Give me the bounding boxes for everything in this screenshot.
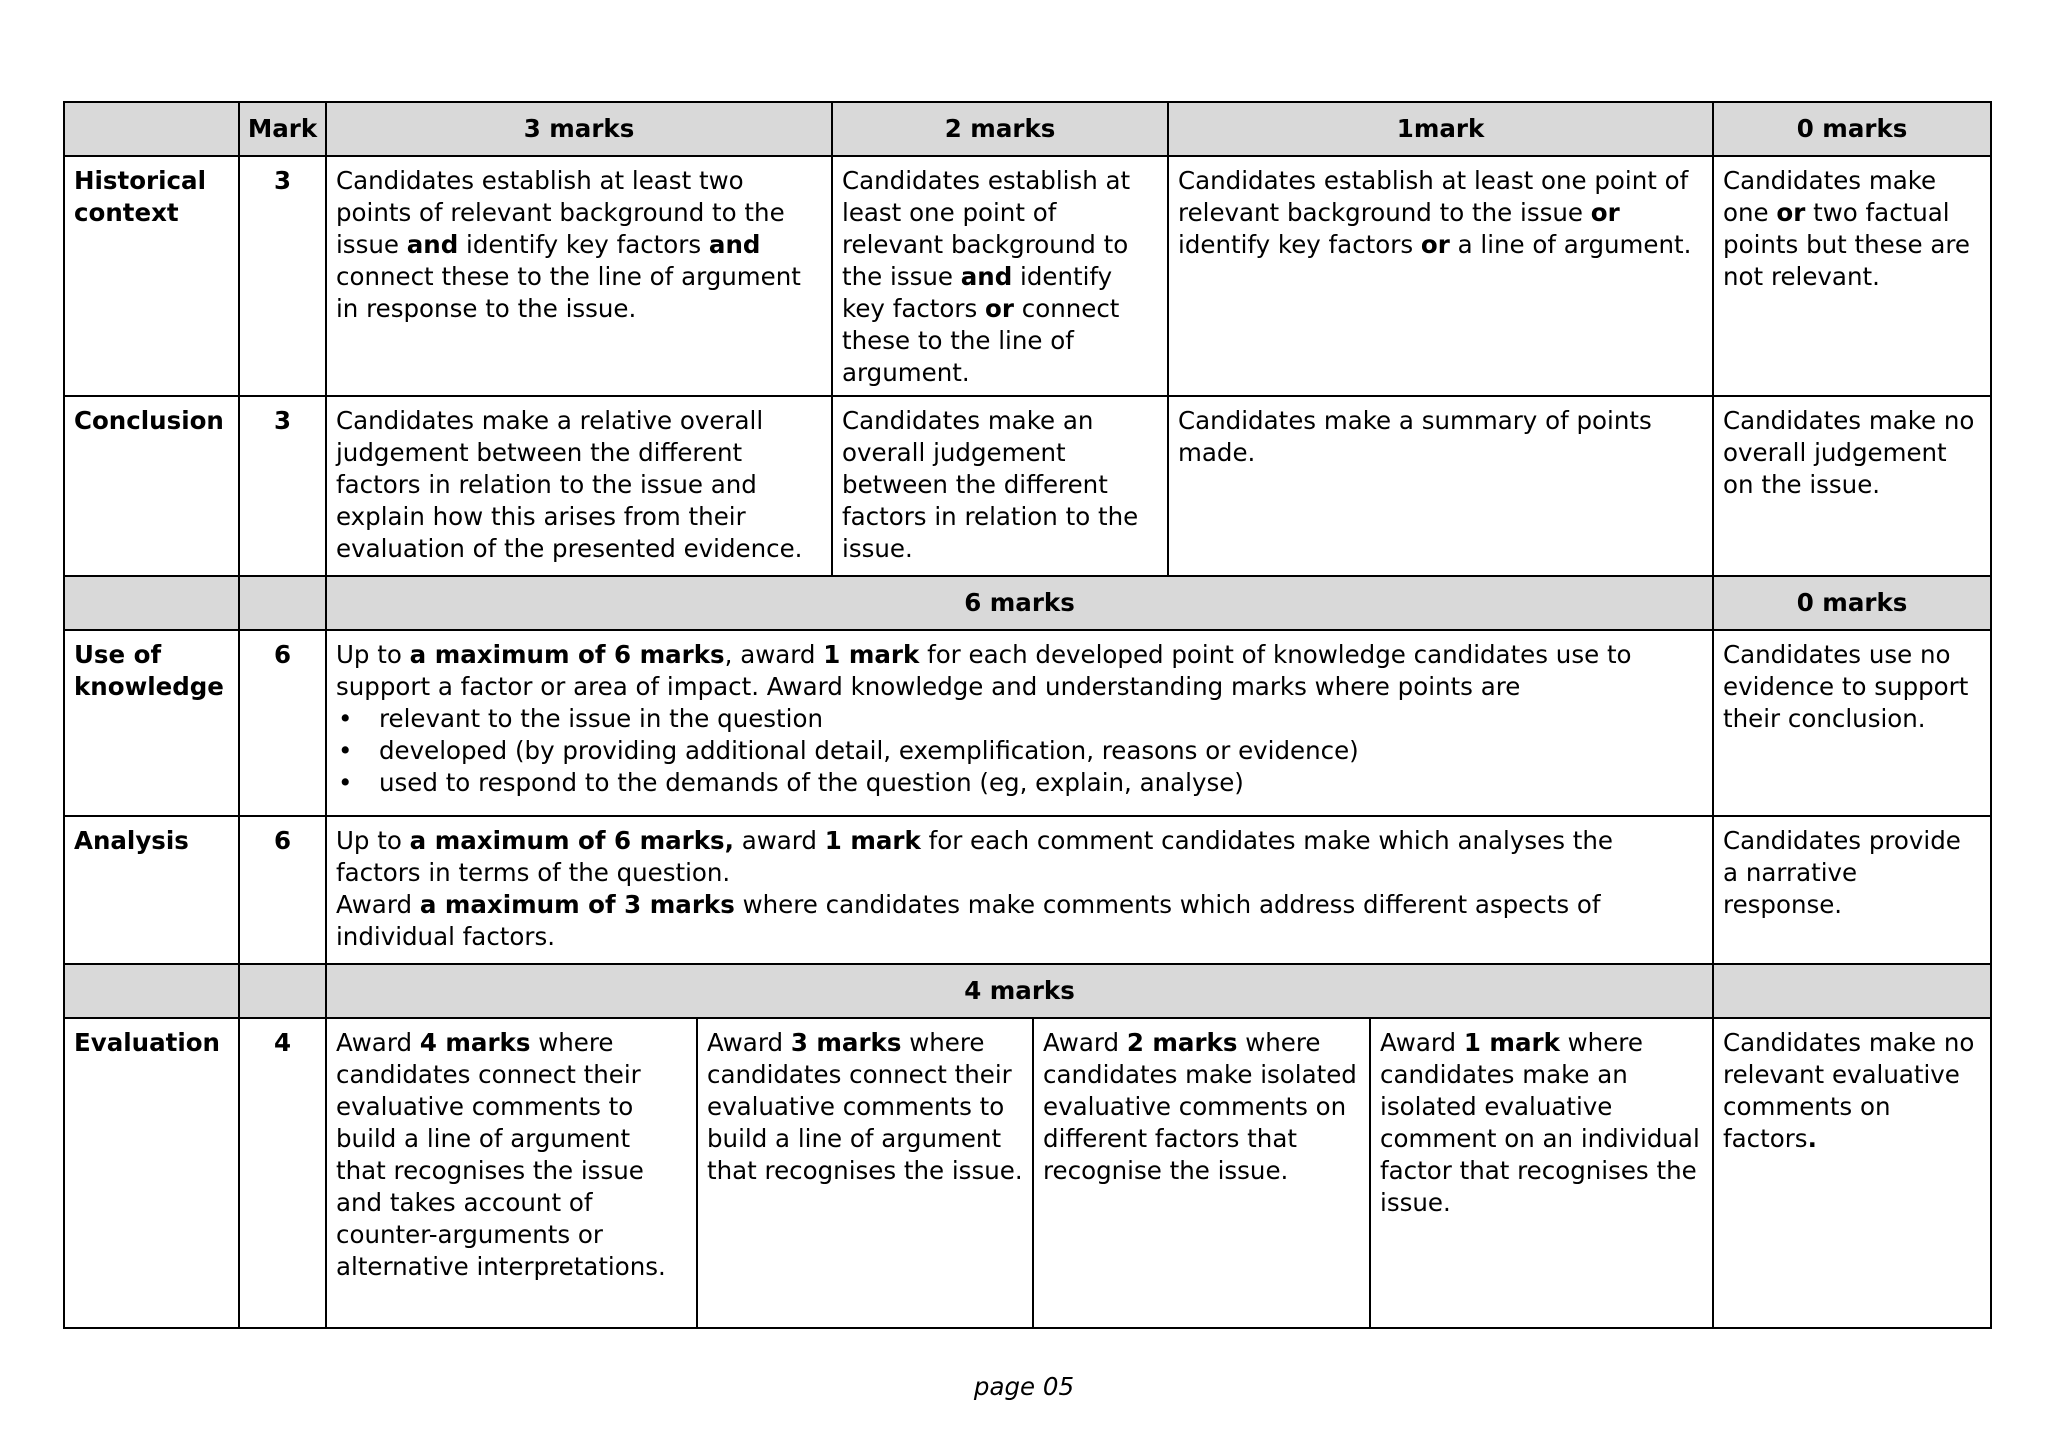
header-empty-cell [64, 964, 239, 1018]
mark-value: 3 [239, 396, 326, 576]
header-empty-cell [1713, 964, 1991, 1018]
evaluation-row [64, 1018, 1991, 1328]
historical-1-mark-cell: Candidates establish at least one point of relevant background to the issue or identify key factors or a line of argument. [1168, 156, 1713, 396]
header-empty-cell [64, 102, 239, 156]
mark-value: 4 [239, 1018, 326, 1328]
header-row-6-marks [64, 576, 1991, 630]
conclusion-1-mark-cell: Candidates make a summary of points made. [1168, 396, 1713, 576]
criterion-analysis: Analysis [64, 816, 239, 964]
use-of-knowledge-row [64, 630, 1991, 816]
header-row [64, 102, 1991, 156]
historical-2-marks-cell: Candidates establish at least one point of relevant background to the issue and identify key factors or connect these to the line of argument. [832, 156, 1168, 396]
conclusion-0-marks-cell: Candidates make no overall judgement on the issue. [1713, 396, 1991, 576]
knowledge-paragraph: Up to a maximum of 6 marks, award 1 mark for each developed point of knowledge candidates use to support a factor or area of impact. Award knowledge and understanding marks where points are [336, 640, 1632, 701]
header-4-marks: 4 marks [326, 964, 1713, 1018]
evaluation-3-marks-cell: Award 3 marks where candidates connect their evaluative comments to build a line of argument that recognises the issue. [697, 1018, 1033, 1328]
list-item: • used to respond to the demands of the question (eg, explain, analyse) [336, 767, 1703, 799]
header-row-4-marks [64, 964, 1991, 1018]
knowledge-0-marks-cell: Candidates use no evidence to support their conclusion. [1713, 630, 1991, 816]
mark-value: 6 [239, 630, 326, 816]
analysis-row [64, 816, 1991, 964]
evaluation-0-marks-cell: Candidates make no relevant evaluative comments on factors. [1713, 1018, 1991, 1328]
analysis-description-cell [326, 816, 1713, 964]
analysis-paragraph-2: Award a maximum of 3 marks where candidates make comments which address different aspects of individual factors. [336, 890, 1601, 951]
criterion-historical-context: Historical context [64, 156, 239, 396]
marking-rubric-table [63, 101, 1992, 1329]
list-item: • developed (by providing additional detail, exemplification, reasons or evidence) [336, 735, 1703, 767]
criterion-evaluation: Evaluation [64, 1018, 239, 1328]
header-empty-cell [64, 576, 239, 630]
conclusion-row [64, 396, 1991, 576]
header-6-marks: 6 marks [326, 576, 1713, 630]
criterion-use-of-knowledge: Use of knowledge [64, 630, 239, 816]
header-0-marks: 0 marks [1713, 576, 1991, 630]
knowledge-bullet-list [336, 703, 1703, 799]
evaluation-1-mark-cell: Award 1 mark where candidates make an isolated evaluative comment on an individual factor that recognises the issue. [1370, 1018, 1713, 1328]
header-mark: Mark [239, 102, 326, 156]
historical-context-row [64, 156, 1991, 396]
historical-3-marks-cell: Candidates establish at least two points of relevant background to the issue and identify key factors and connect these to the line of argument in response to the issue. [326, 156, 832, 396]
criterion-conclusion: Conclusion [64, 396, 239, 576]
header-2-marks: 2 marks [832, 102, 1168, 156]
page-number: page 05 [973, 1372, 1075, 1401]
evaluation-4-marks-cell: Award 4 marks where candidates connect their evaluative comments to build a line of argument that recognises the issue and takes account of counter-arguments or alternative interpretations. [326, 1018, 697, 1328]
header-3-marks: 3 marks [326, 102, 832, 156]
knowledge-description-cell [326, 630, 1713, 816]
analysis-0-marks-cell: Candidates provide a narrative response. [1713, 816, 1991, 964]
analysis-paragraph-1: Up to a maximum of 6 marks, award 1 mark for each comment candidates make which analyses the factors in terms of the question. [336, 826, 1613, 887]
mark-value: 6 [239, 816, 326, 964]
historical-0-marks-cell: Candidates make one or two factual points but these are not relevant. [1713, 156, 1991, 396]
header-1-mark: 1mark [1168, 102, 1713, 156]
header-empty-cell [239, 576, 326, 630]
header-empty-cell [239, 964, 326, 1018]
header-0-marks: 0 marks [1713, 102, 1991, 156]
mark-value: 3 [239, 156, 326, 396]
list-item: • relevant to the issue in the question [336, 703, 1703, 735]
evaluation-2-marks-cell: Award 2 marks where candidates make isolated evaluative comments on different factors that recognise the issue. [1033, 1018, 1370, 1328]
conclusion-3-marks-cell: Candidates make a relative overall judgement between the different factors in relation to the issue and explain how this arises from their evaluation of the presented evidence. [326, 396, 832, 576]
conclusion-2-marks-cell: Candidates make an overall judgement between the different factors in relation to the issue. [832, 396, 1168, 576]
